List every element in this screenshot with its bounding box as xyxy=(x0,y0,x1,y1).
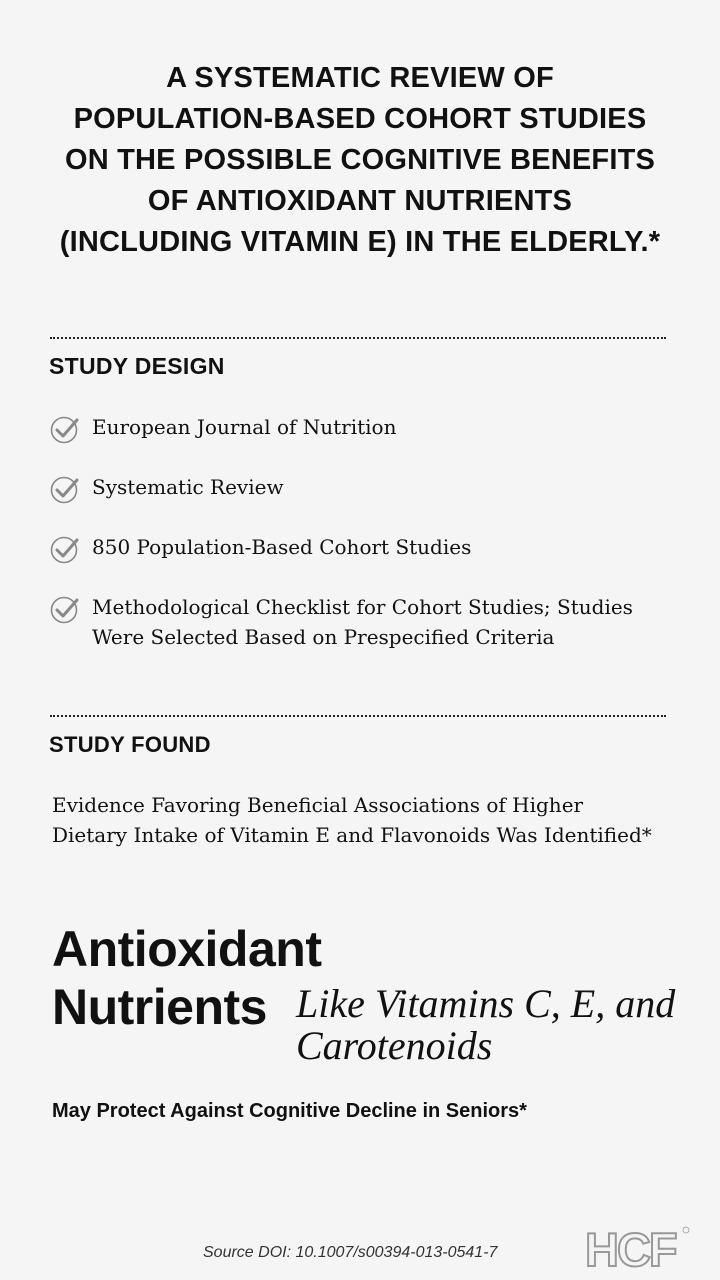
callout-word-antioxidant: Antioxidant xyxy=(52,921,322,977)
main-title xyxy=(0,58,720,263)
title-line: (INCLUDING VITAMIN E) IN THE ELDERLY.* xyxy=(59,226,661,258)
dotted-divider xyxy=(50,337,666,339)
study-found-heading: STUDY FOUND xyxy=(49,732,211,757)
design-item xyxy=(50,472,670,504)
title-line: POPULATION-BASED COHORT STUDIES xyxy=(73,103,647,135)
title-line: ON THE POSSIBLE COGNITIVE BENEFITS xyxy=(64,144,656,176)
checkmark-icon xyxy=(50,534,80,564)
design-item-text: 850 Population-Based Cohort Studies xyxy=(92,535,472,559)
study-found-text: Evidence Favoring Beneficial Associations of Higher Dietary Intake of Vitamin E and Flavonoids Was Identified* xyxy=(52,793,652,847)
design-item-text: Methodological Checklist for Cohort Studies; Studies Were Selected Based on Prespecified Criteria xyxy=(92,595,633,649)
checkmark-icon xyxy=(50,414,80,444)
study-design-heading: STUDY DESIGN xyxy=(49,353,225,379)
title-line: OF ANTIOXIDANT NUTRIENTS xyxy=(147,185,573,217)
design-item xyxy=(50,592,670,652)
dotted-divider xyxy=(50,715,666,717)
design-item-text: European Journal of Nutrition xyxy=(92,415,397,439)
title-line: A SYSTEMATIC REVIEW OF xyxy=(166,62,554,94)
design-item xyxy=(50,412,670,444)
callout-italic-phrase: Like Vitamins C, E, and Carotenoids xyxy=(296,981,676,1068)
callout-word-nutrients: Nutrients xyxy=(52,979,267,1035)
checkmark-icon xyxy=(50,594,80,624)
checkmark-icon xyxy=(50,474,80,504)
design-item xyxy=(50,532,670,564)
hcf-logo xyxy=(585,1226,691,1268)
hcf-logo-text: HCF xyxy=(585,1226,676,1268)
source-doi: Source DOI: 10.1007/s00394-013-0541-7 xyxy=(203,1244,498,1261)
callout-subtitle: May Protect Against Cognitive Decline in Seniors* xyxy=(52,1100,527,1122)
design-item-text: Systematic Review xyxy=(92,475,284,499)
